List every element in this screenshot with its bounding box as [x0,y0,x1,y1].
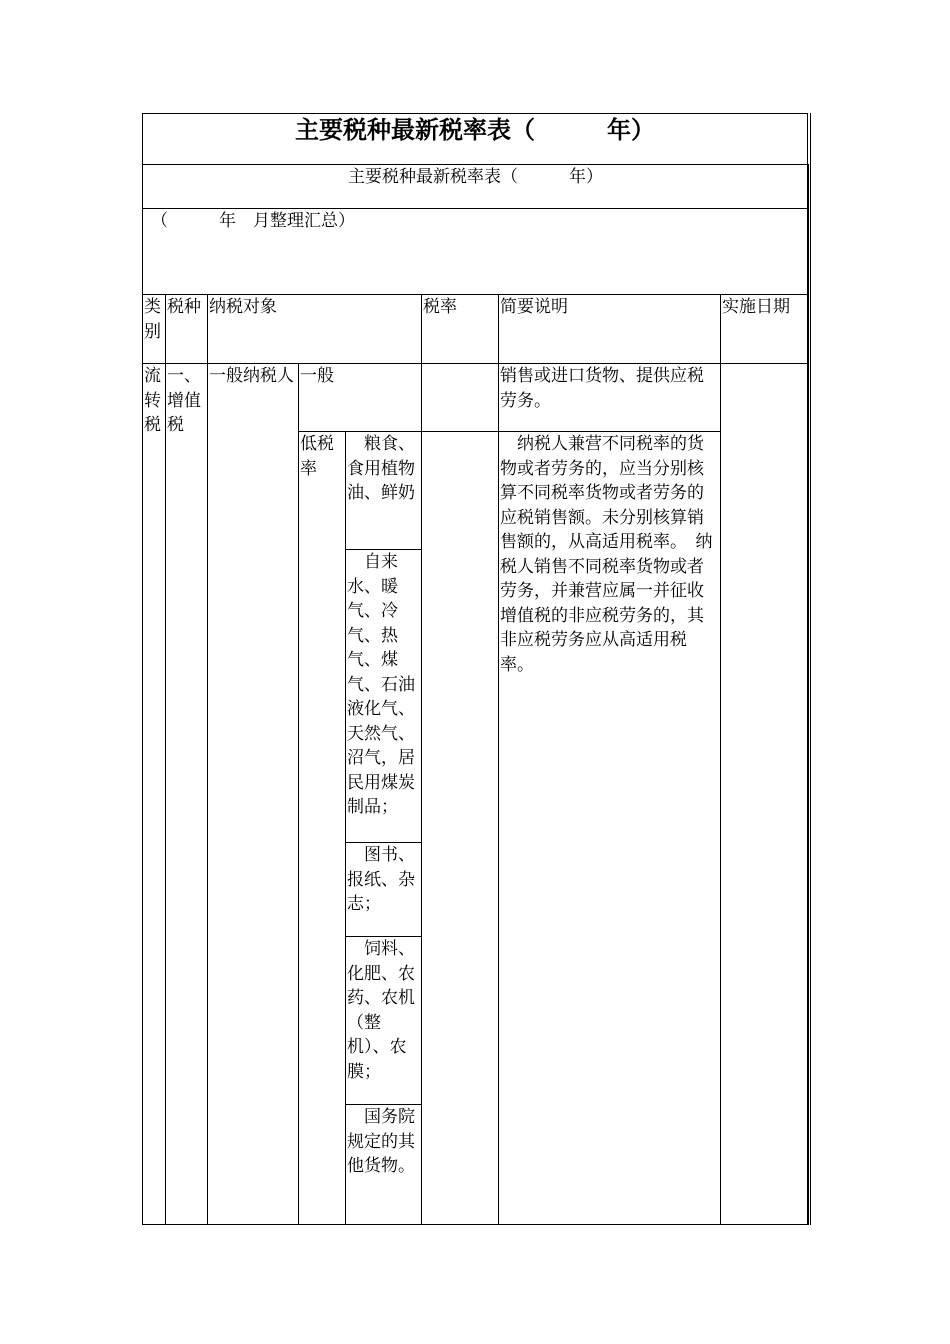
cell-category: 流转税 [143,364,166,1225]
tax-rate-table [142,164,809,1225]
cell-tax-type: 一、增值税 [166,364,208,1225]
header-taxpayer: 纳税对象 [208,295,422,364]
cell-low-rate-label: 低税率 [299,432,346,1225]
header-category: 类别 [143,295,166,364]
cell-low-rate-value [422,432,499,1225]
header-description: 简要说明 [499,295,721,364]
page-title: 主要税种最新税率表（ 年） [295,116,655,144]
compiled-note: （ 年 月整理汇总） [143,209,809,295]
cell-low-rate-desc: 纳税人兼营不同税率的货物或者劳务的，应当分别核算不同税率货物或者劳务的应税销售额。未分别核算销售额的，从高适用税率。 纳税人销售不同税率货物或者劳务，并兼营应属一并征收增值税的非应税劳务的，其非应税劳务应从高适用税率。 [499,432,721,1225]
header-effective-date: 实施日期 [721,295,809,364]
frame-right-double-border [810,113,811,1225]
table-caption: 主要税种最新税率表（ 年） [143,165,809,209]
header-tax-type: 税种 [166,295,208,364]
low-rate-item: 自来水、暖气、冷气、热气、煤气、石油液化气、天然气、沼气，居民用煤炭制品； [346,550,422,843]
low-rate-item: 粮食、食用植物油、鲜奶 [346,432,422,550]
low-rate-item: 国务院规定的其他货物。 [346,1105,422,1225]
header-rate: 税率 [422,295,499,364]
low-rate-item: 饲料、化肥、农药、农机（整机）、农膜； [346,937,422,1105]
cell-general-desc: 销售或进口货物、提供应税劳务。 [499,364,721,432]
cell-taxpayer: 一般纳税人 [208,364,299,1225]
cell-general-label: 一般 [299,364,422,432]
cell-general-rate [422,364,499,432]
cell-effective-date [721,364,809,1225]
low-rate-item: 图书、报纸、杂志； [346,843,422,937]
